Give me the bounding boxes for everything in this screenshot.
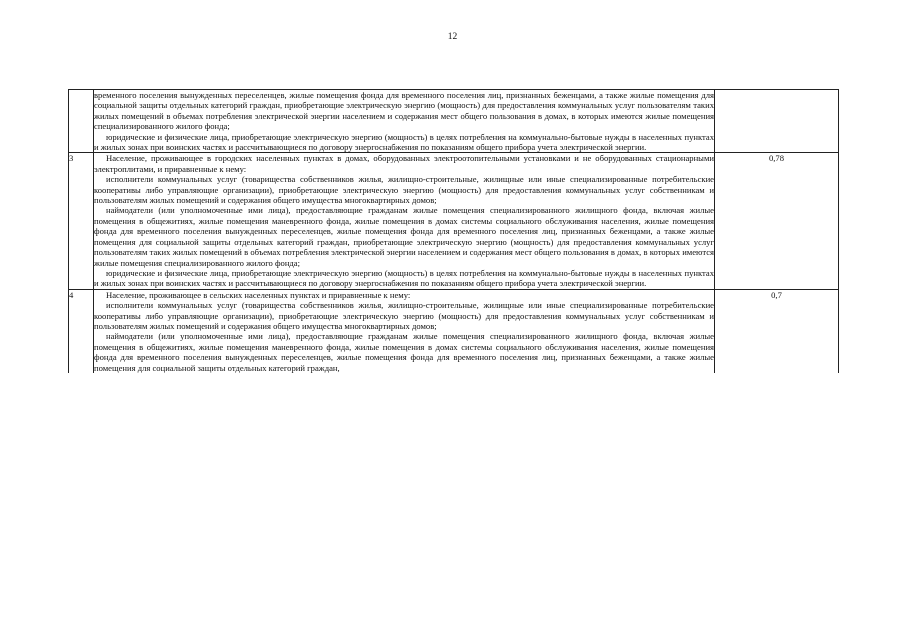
row-paragraph: юридические и физические лица, приобретающие электрическую энергию (мощность) в целях потребления на коммунально-бытовые нужды в населенных пунктах и жилых зонах при воинских частях и рассчитывающиеся по договору энергоснабжения по показаниям общего прибора учета электрической энергии. xyxy=(94,131,714,153)
row-paragraph: наймодатели (или уполномоченные ими лица), предоставляющие гражданам жилые помещения специализированного жилищного фонда, включая жилые помещения в общежитиях, жилые помещения маневренного фонда, жилые помещения в домах системы социального обслуживания населения, жилые помещения фонда для временного поселения вынужденных переселенцев, жилые помещения фонда для временного поселения лиц, признанных беженцами, а также жилые помещения для социальной защиты отдельных категорий граждан, приобретающие электрическую энергию (мощность) для предоставления коммунальных услуг пользователям таких жилых помещений в объемах потребления электрической энергии населением и содержания мест общего пользования в домах, в которых имеются жилые помещения специализированного жилого фонда; xyxy=(94,205,714,268)
row-coefficient-cell: 0,7 xyxy=(715,289,839,373)
row-paragraph: Население, проживающее в сельских населенных пунктах и приравненные к нему: xyxy=(106,289,411,300)
table-row xyxy=(69,153,839,289)
tariff-table xyxy=(68,89,839,373)
page-number: 12 xyxy=(447,32,458,42)
row-paragraph: наймодатели (или уполномоченные ими лица), предоставляющие гражданам жилые помещения специализированного жилищного фонда, включая жилые помещения в общежитиях, жилые помещения маневренного фонда, жилые помещения в домах системы социального обслуживания населения, жилые помещения фонда для временного поселения вынужденных переселенцев, жилые помещения фонда для временного поселения лиц, признанных беженцами, а также жилые помещения для социальной защиты отдельных категорий граждан, xyxy=(94,331,714,373)
row-description-cell xyxy=(94,90,715,153)
row-description-cell xyxy=(94,289,715,373)
row-description-cell xyxy=(94,153,715,289)
row-paragraph: юридические и физические лица, приобретающие электрическую энергию (мощность) в целях потребления на коммунально-бытовые нужды в населенных пунктах и жилых зонах при воинских частях и рассчитывающиеся по договору энергоснабжения по показаниям общего прибора учета электрической энергии. xyxy=(94,267,714,289)
table-row xyxy=(69,289,839,373)
row-paragraph: исполнители коммунальных услуг (товарищества собственников жилья, жилищно-строительные, жилищные или иные специализированные потребительские кооперативы либо управляющие организации), приобретающие электрическую энергию (мощность) для предоставления коммунальных услуг собственникам и пользователям жилых помещений и содержания общего имущества многоквартирных домов; xyxy=(94,300,714,331)
row-coefficient-cell xyxy=(715,90,839,153)
table-row xyxy=(69,90,839,153)
row-paragraph: исполнители коммунальных услуг (товарищества собственников жилья, жилищно-строительные, жилищные или иные специализированные потребительские кооперативы либо управляющие организации), приобретающие электрическую энергию (мощность) для предоставления коммунальных услуг собственникам и пользователям жилых помещений и содержания общего имущества многоквартирных домов; xyxy=(94,174,714,206)
row-number-cell: 3 xyxy=(69,153,94,289)
row-paragraph: Население, проживающее в городских населенных пунктах в домах, оборудованных электроотопительными установками и не оборудованных стационарными электроплитами, и приравненные к нему: xyxy=(94,153,714,174)
row-number-cell: 4 xyxy=(69,289,94,373)
row-coefficient-cell: 0,78 xyxy=(715,153,839,289)
row-number-cell xyxy=(69,90,94,153)
row-paragraph: временного поселения вынужденных переселенцев, жилые помещения фонда для временного поселения лиц, признанных беженцами, а также жилые помещения для социальной защиты отдельных категорий граждан, приобретающие электрическую энергию (мощность) для предоставления коммунальных услуг пользователям таких жилых помещений в объемах потребления электрической энергии населением и содержания мест общего пользования в домах, в которых имеются жилые помещения специализированного жилого фонда; xyxy=(94,90,714,132)
